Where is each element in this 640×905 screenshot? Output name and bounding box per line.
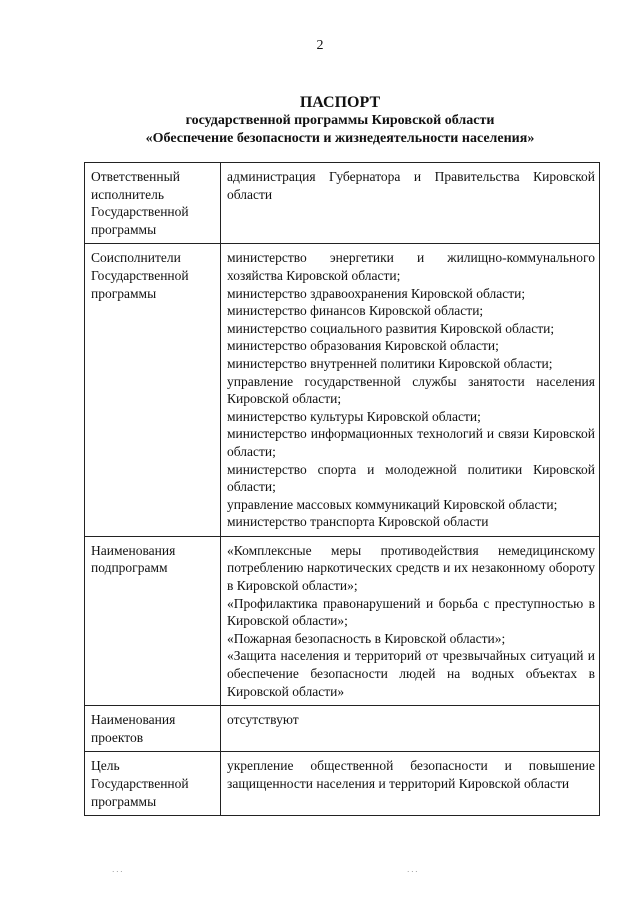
document-title xyxy=(60,93,620,148)
value-line: министерство социального развития Кировской области; xyxy=(227,320,555,336)
value-line: министерство финансов Кировской области; xyxy=(227,303,484,319)
value-line: управление государственной службы занятости населения Кировской области; xyxy=(227,373,595,407)
title-main: ПАСПОРТ xyxy=(299,94,381,111)
value-line: администрация Губернатора и Правительства Кировской области xyxy=(227,169,595,202)
value-line: «Пожарная безопасность в Кировской области»; xyxy=(227,630,506,646)
title-line-1: государственной программы Кировской области xyxy=(185,113,495,128)
value-line: министерство транспорта Кировской области xyxy=(227,514,489,530)
table-row xyxy=(85,244,600,537)
passport-table xyxy=(84,162,600,816)
value-line: министерство информационных технологий и связи Кировской области; xyxy=(227,426,595,459)
title-line-2: «Обеспечение безопасности и жизнедеятельности населения» xyxy=(145,131,535,146)
table-row xyxy=(85,706,600,752)
footer-mark-right: · · · xyxy=(407,868,418,876)
value-line: министерство культуры Кировской области; xyxy=(227,408,481,424)
value-line: министерство здравоохранения Кировской области; xyxy=(227,285,526,301)
value-line: отсутствуют xyxy=(227,712,299,728)
row-label: Ответственный исполнитель Государственной программы xyxy=(85,163,221,244)
table-row xyxy=(85,536,600,705)
row-value xyxy=(221,244,600,537)
value-line: «Комплексные меры противодействия немедицинскому потреблению наркотических средств и их незаконному обороту в Кировской области»; xyxy=(227,542,595,594)
row-label: Соисполнители Государственной программы xyxy=(85,244,221,537)
value-line: министерство спорта и молодежной политики Кировской области; xyxy=(227,461,595,495)
value-line: министерство внутренней политики Кировской области; xyxy=(227,355,553,371)
row-value xyxy=(221,752,600,816)
value-line: министерство энергетики и жилищно-коммунального хозяйства Кировской области; xyxy=(227,250,595,283)
value-line: «Профилактика правонарушений и борьба с преступностью в Кировской области»; xyxy=(227,595,595,629)
row-value xyxy=(221,163,600,244)
row-label: Наименования проектов xyxy=(85,706,221,752)
footer-mark-left: · · · xyxy=(112,868,123,876)
value-line: «Защита населения и территорий от чрезвычайных ситуаций и обеспечение безопасности людей на водных объектах в Кировской области» xyxy=(227,648,595,699)
row-value xyxy=(221,536,600,705)
table-row xyxy=(85,163,600,244)
value-line: укрепление общественной безопасности и повышение защищенности населения и территорий Кировской области xyxy=(227,758,595,791)
row-label: Цель Государственной программы xyxy=(85,752,221,816)
value-line: управление массовых коммуникаций Кировской области; xyxy=(227,496,558,512)
page-number: 2 xyxy=(316,38,324,53)
row-label: Наименования подпрограмм xyxy=(85,536,221,705)
row-value xyxy=(221,706,600,752)
table-row xyxy=(85,752,600,816)
value-line: министерство образования Кировской области; xyxy=(227,338,499,354)
